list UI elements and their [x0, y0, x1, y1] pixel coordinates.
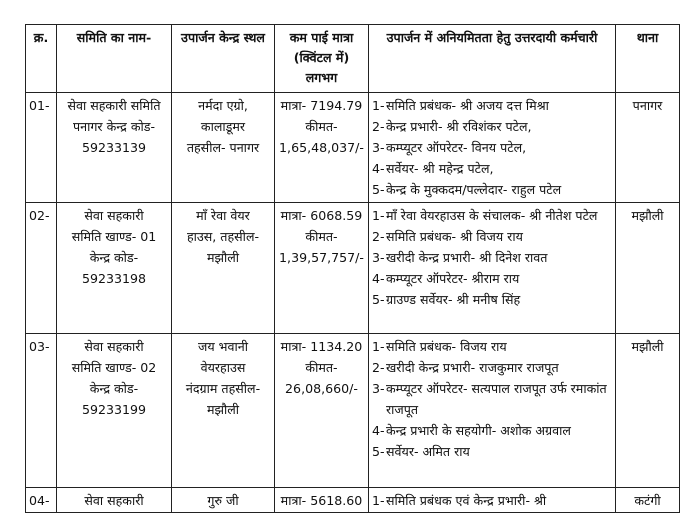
- price-label: कीमत-: [305, 360, 338, 375]
- responsible-staff-cell: [369, 203, 616, 334]
- society-line: सेवा सहकारी: [84, 208, 144, 223]
- staff-text: माँ रेवा वेयरहाउस के संचालक- श्री नीतेश पटेल: [386, 208, 598, 223]
- staff-item: [372, 95, 612, 116]
- staff-number: 1-: [372, 493, 385, 508]
- society-name-cell: [57, 488, 172, 513]
- staff-item: [372, 247, 612, 268]
- staff-text: समिति प्रबंधक एवं केन्द्र प्रभारी- श्री: [386, 493, 547, 508]
- procurement-irregularity-table: [25, 24, 680, 513]
- police-station-cell: कटंगी: [616, 488, 680, 513]
- staff-number: 4-: [372, 161, 385, 176]
- society-line: 59233199: [81, 402, 147, 417]
- staff-text: सर्वेयर- श्री महेन्द्र पटेल,: [386, 161, 494, 176]
- center-line: नंदग्राम तहसील-: [185, 381, 261, 396]
- center-line: कालाडूमर: [200, 119, 246, 134]
- center-line: मझौली: [206, 402, 240, 417]
- staff-number: 3-: [372, 140, 385, 155]
- staff-text: केन्द्र प्रभारी के सहयोगी- अशोक अग्रवाल: [386, 423, 571, 438]
- quantity-cell: [275, 334, 369, 488]
- staff-number: 3-: [372, 381, 385, 396]
- staff-number: 4-: [372, 423, 385, 438]
- staff-item: [372, 137, 612, 158]
- quantity-cell: [275, 488, 369, 513]
- header-row: [26, 25, 680, 93]
- staff-number: 1-: [372, 98, 385, 113]
- quantity-line: मात्रा- 7194.79: [280, 98, 363, 113]
- header-serial: क्र.: [26, 25, 57, 93]
- table-row: [26, 488, 680, 513]
- society-line: 59233139: [81, 140, 147, 155]
- center-line: वेयरहाउस: [200, 360, 246, 375]
- society-line: केन्द्र कोड-: [89, 250, 139, 265]
- price-label: कीमत-: [305, 119, 338, 134]
- row-serial: 03-: [26, 334, 57, 488]
- staff-number: 3-: [372, 250, 385, 265]
- staff-item: [372, 378, 612, 420]
- center-line: जय भवानी: [197, 339, 249, 354]
- responsible-staff-cell: [369, 93, 616, 203]
- staff-number: 5-: [372, 182, 385, 197]
- society-line: सेवा सहकारी समिति: [67, 98, 161, 113]
- price-value: 1,65,48,037/-: [279, 140, 364, 155]
- procurement-center-cell: [172, 334, 275, 488]
- center-line: माँ रेवा वेयर: [196, 208, 250, 223]
- staff-item: [372, 420, 612, 441]
- staff-number: 5-: [372, 444, 385, 459]
- center-line: हाउस, तहसील-: [186, 229, 260, 244]
- row-serial: 04-: [26, 488, 57, 513]
- staff-text: समिति प्रबंधक- विजय राय: [386, 339, 507, 354]
- society-line: पनागर केन्द्र कोड-: [72, 119, 156, 134]
- center-line: तहसील- पनागर: [186, 140, 260, 155]
- staff-text: समिति प्रबंधक- श्री विजय राय: [386, 229, 523, 244]
- quantity-line: मात्रा- 1134.20: [280, 339, 363, 354]
- quantity-cell: [275, 203, 369, 334]
- staff-item: [372, 158, 612, 179]
- society-name-cell: [57, 334, 172, 488]
- price-label: कीमत-: [305, 229, 338, 244]
- header-police-station: थाना: [616, 25, 680, 93]
- police-station-cell: मझौली: [616, 334, 680, 488]
- staff-number: 1-: [372, 339, 385, 354]
- society-line: केन्द्र कोड-: [89, 381, 139, 396]
- staff-item: [372, 226, 612, 247]
- society-line: समिति खाण्ड- 01: [71, 229, 157, 244]
- header-society: समिति का नाम-: [57, 25, 172, 93]
- quantity-cell: [275, 93, 369, 203]
- staff-item: [372, 441, 612, 462]
- staff-item: [372, 116, 612, 137]
- society-line: समिति खाण्ड- 02: [71, 360, 157, 375]
- table-row: [26, 334, 680, 488]
- society-line: सेवा सहकारी: [84, 339, 144, 354]
- staff-text: केन्द्र प्रभारी- श्री रविशंकर पटेल,: [386, 119, 532, 134]
- staff-number: 2-: [372, 360, 385, 375]
- staff-item: [372, 205, 612, 226]
- center-line: मझौली: [206, 250, 240, 265]
- staff-number: 4-: [372, 271, 385, 286]
- staff-item: [372, 179, 612, 200]
- quantity-line: मात्रा- 5618.60: [280, 493, 363, 508]
- row-serial: 02-: [26, 203, 57, 334]
- center-line: नर्मदा एग्रो,: [198, 98, 248, 113]
- table-row: [26, 203, 680, 334]
- procurement-center-cell: [172, 488, 275, 513]
- staff-item: [372, 268, 612, 289]
- price-value: 26,08,660/-: [285, 381, 358, 396]
- row-serial: 01-: [26, 93, 57, 203]
- staff-number: 1-: [372, 208, 385, 223]
- header-center: उपार्जन केन्द्र स्थल: [172, 25, 275, 93]
- staff-text: कम्प्यूटर ऑपरेटर- श्रीराम राय: [386, 271, 520, 286]
- responsible-staff-cell: [369, 488, 616, 513]
- procurement-center-cell: [172, 93, 275, 203]
- staff-text: सर्वेयर- अमित राय: [386, 444, 470, 459]
- staff-number: 2-: [372, 229, 385, 244]
- police-station-cell: मझौली: [616, 203, 680, 334]
- police-station-cell: पनागर: [616, 93, 680, 203]
- header-staff: उपार्जन में अनियमितता हेतु उत्तरदायी कर्मचारी: [369, 25, 616, 93]
- responsible-staff-cell: [369, 334, 616, 488]
- staff-item: [372, 336, 612, 357]
- society-line: 59233198: [81, 271, 147, 286]
- society-line: सेवा सहकारी: [84, 493, 144, 508]
- staff-item: [372, 490, 612, 511]
- procurement-center-cell: [172, 203, 275, 334]
- society-name-cell: [57, 203, 172, 334]
- price-value: 1,39,57,757/-: [279, 250, 364, 265]
- staff-text: समिति प्रबंधक- श्री अजय दत्त मिश्रा: [386, 98, 549, 113]
- staff-text: कम्प्यूटर ऑपरेटर- सत्यपाल राजपूत उर्फ रमाकांत राजपूत: [386, 381, 607, 417]
- center-line: गुरु जी: [207, 493, 239, 508]
- staff-text: खरीदी केन्द्र प्रभारी- राजकुमार राजपूत: [386, 360, 559, 375]
- society-name-cell: [57, 93, 172, 203]
- staff-text: खरीदी केन्द्र प्रभारी- श्री दिनेश रावत: [386, 250, 548, 265]
- staff-item: [372, 289, 612, 310]
- staff-text: कम्प्यूटर ऑपरेटर- विनय पटेल,: [386, 140, 527, 155]
- header-quantity: कम पाई मात्रा (क्विंटल में) लगभग: [275, 25, 369, 93]
- staff-item: [372, 357, 612, 378]
- staff-number: 5-: [372, 292, 385, 307]
- quantity-line: मात्रा- 6068.59: [280, 208, 363, 223]
- table-row: [26, 93, 680, 203]
- staff-text: केन्द्र के मुक्कदम/पल्लेदार- राहुल पटेल: [386, 182, 562, 197]
- staff-number: 2-: [372, 119, 385, 134]
- staff-text: ग्राउण्ड सर्वेयर- श्री मनीष सिंह: [386, 292, 521, 307]
